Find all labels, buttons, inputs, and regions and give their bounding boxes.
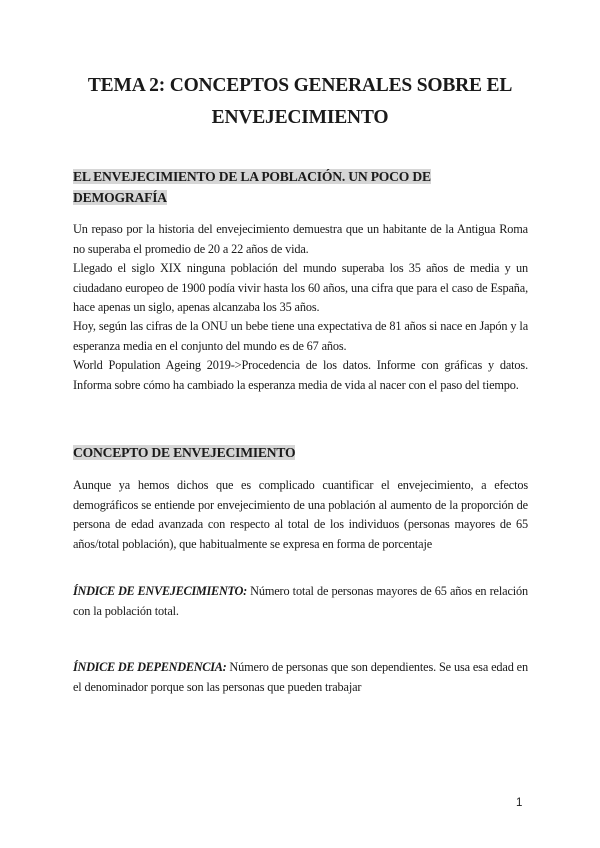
- section-heading-line-1: EL ENVEJECIMIENTO DE LA POBLACIÓN. UN POCO DE: [73, 169, 431, 184]
- definition-indice-dependencia: [73, 658, 528, 697]
- definition-text-envejecimiento: Número total de personas mayores de 65 años en relación con la población total.: [73, 584, 529, 618]
- section-heading-concepto: [73, 443, 295, 463]
- paragraph-world-population-ageing: World Population Ageing 2019->Procedencia de los datos. Informe con gráficas y datos. Informa sobre cómo ha cambiado la esperanza media de vida al nacer con el paso del tiempo.: [73, 358, 528, 392]
- section-heading-line-2: DEMOGRAFÍA: [73, 190, 167, 205]
- document-title: [60, 70, 540, 134]
- term-indice-envejecimiento: ÍNDICE DE ENVEJECIMIENTO:: [73, 584, 247, 598]
- title-line-2: ENVEJECIMIENTO: [211, 107, 389, 128]
- paragraph-onu: Hoy, según las cifras de la ONU un bebe tiene una expectativa de 81 años si nace en Japón y la esperanza media en el conjunto del mundo es de 67 años.: [73, 319, 528, 353]
- page-number: 1: [516, 797, 523, 809]
- section-heading-demografia: [73, 166, 528, 208]
- term-indice-dependencia: ÍNDICE DE DEPENDENCIA:: [73, 660, 227, 674]
- title-line-1: TEMA 2: CONCEPTOS GENERALES SOBRE EL: [87, 75, 513, 96]
- section-heading-concepto-text: CONCEPTO DE ENVEJECIMIENTO: [73, 445, 296, 460]
- paragraph-siglo-xix: Llegado el siglo XIX ninguna población del mundo superaba los 35 años de media y un ciudadano europeo de 1900 podía vivir hasta los 60 años, una cifra que para el caso de España, hace apenas un siglo, apenas alcanzaba los 35 años.: [73, 261, 528, 314]
- paragraph-antigua-roma: Un repaso por la historia del envejecimiento demuestra que un habitante de la Antigua Roma no superaba el promedio de 20 a 22 años de vida.: [73, 222, 528, 256]
- definition-indice-envejecimiento: [73, 582, 528, 621]
- definition-text-dependencia: Número de personas que son dependientes. Se usa esa edad en el denominador porque son las personas que pueden trabajar: [73, 660, 528, 694]
- paragraph-concepto-envejecimiento: Aunque ya hemos dichos que es complicado cuantificar el envejecimiento, a efectos demográficos se entiende por envejecimiento de una población al aumento de la proporción de persona de edad avanzada con respecto al total de los individuos (personas mayores de 65 años/total población), que habitualmente se expresa en forma de porcentaje: [73, 478, 528, 551]
